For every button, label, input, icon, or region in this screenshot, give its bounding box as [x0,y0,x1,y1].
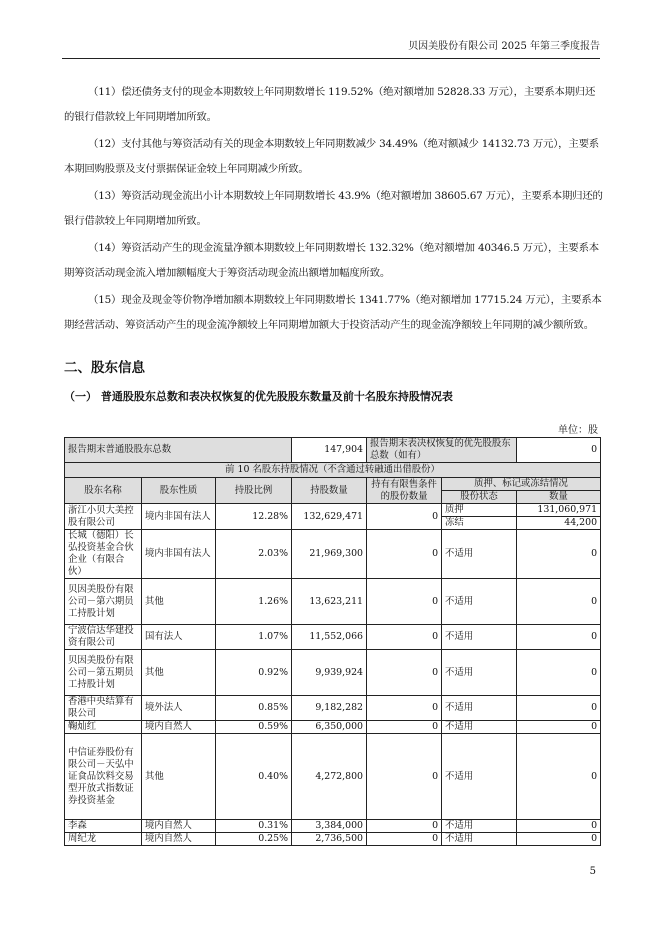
pledge-status: 不适用 [442,820,517,833]
preferred-shareholders-value: 0 [517,438,601,463]
caption-row [65,463,601,478]
page-header [62,40,600,59]
shareholder-restricted: 0 [367,650,442,696]
shareholder-quantity: 11,552,066 [292,625,367,650]
shareholder-quantity: 9,182,282 [292,696,367,721]
shareholder-restricted: 0 [367,696,442,721]
freeze-count: 44,200 [517,517,601,530]
shareholder-restricted: 0 [367,530,442,579]
table-row [65,721,601,734]
shareholder-restricted: 0 [367,625,442,650]
shareholder-ratio: 2.03% [216,530,292,579]
shareholder-nature: 其他 [142,650,216,696]
table-row [65,734,601,820]
subsection-title: （一） 普通股股东总数和表决权恢复的优先股股东数量及前十名股东持股情况表 [64,390,453,403]
table-row [65,820,601,833]
pledge-status: 不适用 [442,696,517,721]
paragraph-11: （11）偿还债务支付的现金本期数较上年同期数增长 119.52%（绝对额增加 52828.33 万元），主要系本期归还的银行借款较上年同期增加所致。 [64,86,596,123]
header-ratio: 持股比例 [216,478,292,504]
shareholder-restricted: 0 [367,820,442,833]
shareholder-ratio: 0.85% [216,696,292,721]
paragraph-13: （13）筹资活动现金流出小计本期数较上年同期数增长 43.9%（绝对额增加 38605.67 万元），主要系本期归还的银行借款较上年同期增加所致。 [64,190,603,227]
shareholder-restricted: 0 [367,833,442,846]
header-row-1 [65,478,601,491]
shareholder-nature: 境内非国有法人 [142,530,216,579]
pledge-count: 0 [517,721,601,734]
shareholder-nature: 境内自然人 [142,820,216,833]
total-shareholders-value: 147,904 [292,438,367,463]
pledge-count: 0 [517,734,601,820]
total-shareholders-label: 报告期末普通股股东总数 [65,438,292,463]
shareholder-ratio: 0.40% [216,734,292,820]
shareholder-quantity: 6,350,000 [292,721,367,734]
section-title: 二、股东信息 [64,360,145,376]
pledge-count: 0 [517,833,601,846]
shareholder-quantity: 3,384,000 [292,820,367,833]
shareholder-name: 长城（德阳）长弘投资基金合伙企业（有限合伙） [65,530,142,579]
shareholder-restricted: 0 [367,579,442,625]
header-nature: 股东性质 [142,478,216,504]
pledge-count: 0 [517,650,601,696]
header-quantity: 持股数量 [292,478,367,504]
table-row [65,579,601,625]
table-row [65,504,601,517]
shareholder-quantity: 9,939,924 [292,650,367,696]
pledge-count: 0 [517,579,601,625]
shareholder-quantity: 2,736,500 [292,833,367,846]
shareholder-nature: 其他 [142,579,216,625]
top10-caption: 前 10 名股东持股情况（不含通过转融通出借股份） [65,463,601,478]
shareholder-ratio: 0.92% [216,650,292,696]
shareholder-name: 浙江小贝大美控股有限公司 [65,504,142,530]
shareholder-nature: 境内自然人 [142,833,216,846]
table-row [65,833,601,846]
preferred-shareholders-label: 报告期末表决权恢复的优先股股东总数（如有） [367,438,517,463]
summary-row [65,438,601,463]
header-name: 股东名称 [65,478,142,504]
shareholder-nature: 境内非国有法人 [142,504,216,530]
pledge-count: 0 [517,696,601,721]
pledge-status: 不适用 [442,650,517,696]
table-row [65,530,601,579]
shareholder-ratio: 1.07% [216,625,292,650]
pledge-status: 不适用 [442,833,517,846]
pledge-status: 不适用 [442,721,517,734]
shareholder-nature: 其他 [142,734,216,820]
shareholder-restricted: 0 [367,721,442,734]
pledge-status: 不适用 [442,734,517,820]
pledge-status: 不适用 [442,579,517,625]
shareholder-quantity: 4,272,800 [292,734,367,820]
pledge-count: 131,060,971 [517,504,601,517]
shareholder-name: 香港中央结算有限公司 [65,696,142,721]
shareholder-quantity: 132,629,471 [292,504,367,530]
table-row [65,650,601,696]
header-restricted: 持有有限售条件的股份数量 [367,478,442,504]
shareholder-nature: 境内自然人 [142,721,216,734]
shareholder-name: 周纪龙 [65,833,142,846]
header-count: 数量 [517,491,601,504]
table-row [65,696,601,721]
unit-label: 单位：股 [558,425,598,436]
shareholder-name: 中信证券股份有限公司－天弘中证食品饮料交易型开放式指数证券投资基金 [65,734,142,820]
shareholder-quantity: 21,969,300 [292,530,367,579]
pledge-status: 不适用 [442,625,517,650]
paragraph-15: （15）现金及现金等价物净增加额本期数较上年同期数增长 1341.77%（绝对额增加 17715.24 万元），主要系本期经营活动、筹资活动产生的现金流净额较上年同期增加额大于投资活动产生的现金流净额较上年同期的减少额所致。 [64,294,602,331]
shareholder-restricted: 0 [367,504,442,530]
header-status: 股份状态 [442,491,517,504]
page-number: 5 [589,866,596,877]
shareholder-ratio: 1.26% [216,579,292,625]
shareholder-quantity: 13,623,211 [292,579,367,625]
shareholder-nature: 境外法人 [142,696,216,721]
shareholder-name: 贝因美股份有限公司－第五期员工持股计划 [65,650,142,696]
report-title: 贝因美股份有限公司 2025 年第三季度报告 [408,41,600,52]
shareholder-ratio: 12.28% [216,504,292,530]
shareholder-name: 李森 [65,820,142,833]
pledge-status: 质押 [442,504,517,517]
pledge-status: 不适用 [442,530,517,579]
paragraph-14: （14）筹资活动产生的现金流量净额本期数较上年同期数增长 132.32%（绝对额增加 40346.5 万元），主要系本期筹资活动现金流入增加额幅度大于筹资活动现金流出额增加幅度所致。 [64,242,599,279]
shareholder-ratio: 0.31% [216,820,292,833]
table-row [65,625,601,650]
paragraph-12: （12）支付其他与筹资活动有关的现金本期数较上年同期数减少 34.49%（绝对额减少 14132.73 万元），主要系本期回购股票及支付票据保证金较上年同期减少所致。 [64,138,599,175]
shareholder-table [64,437,601,846]
freeze-status: 冻结 [442,517,517,530]
shareholder-name: 宁波信达华建投资有限公司 [65,625,142,650]
shareholder-ratio: 0.59% [216,721,292,734]
header-pledge-group: 质押、标记或冻结情况 [442,478,601,491]
pledge-count: 0 [517,625,601,650]
shareholder-name: 鞠灿红 [65,721,142,734]
shareholder-nature: 国有法人 [142,625,216,650]
shareholder-ratio: 0.25% [216,833,292,846]
shareholder-restricted: 0 [367,734,442,820]
shareholder-name: 贝因美股份有限公司－第六期员工持股计划 [65,579,142,625]
pledge-count: 0 [517,820,601,833]
pledge-count: 0 [517,530,601,579]
